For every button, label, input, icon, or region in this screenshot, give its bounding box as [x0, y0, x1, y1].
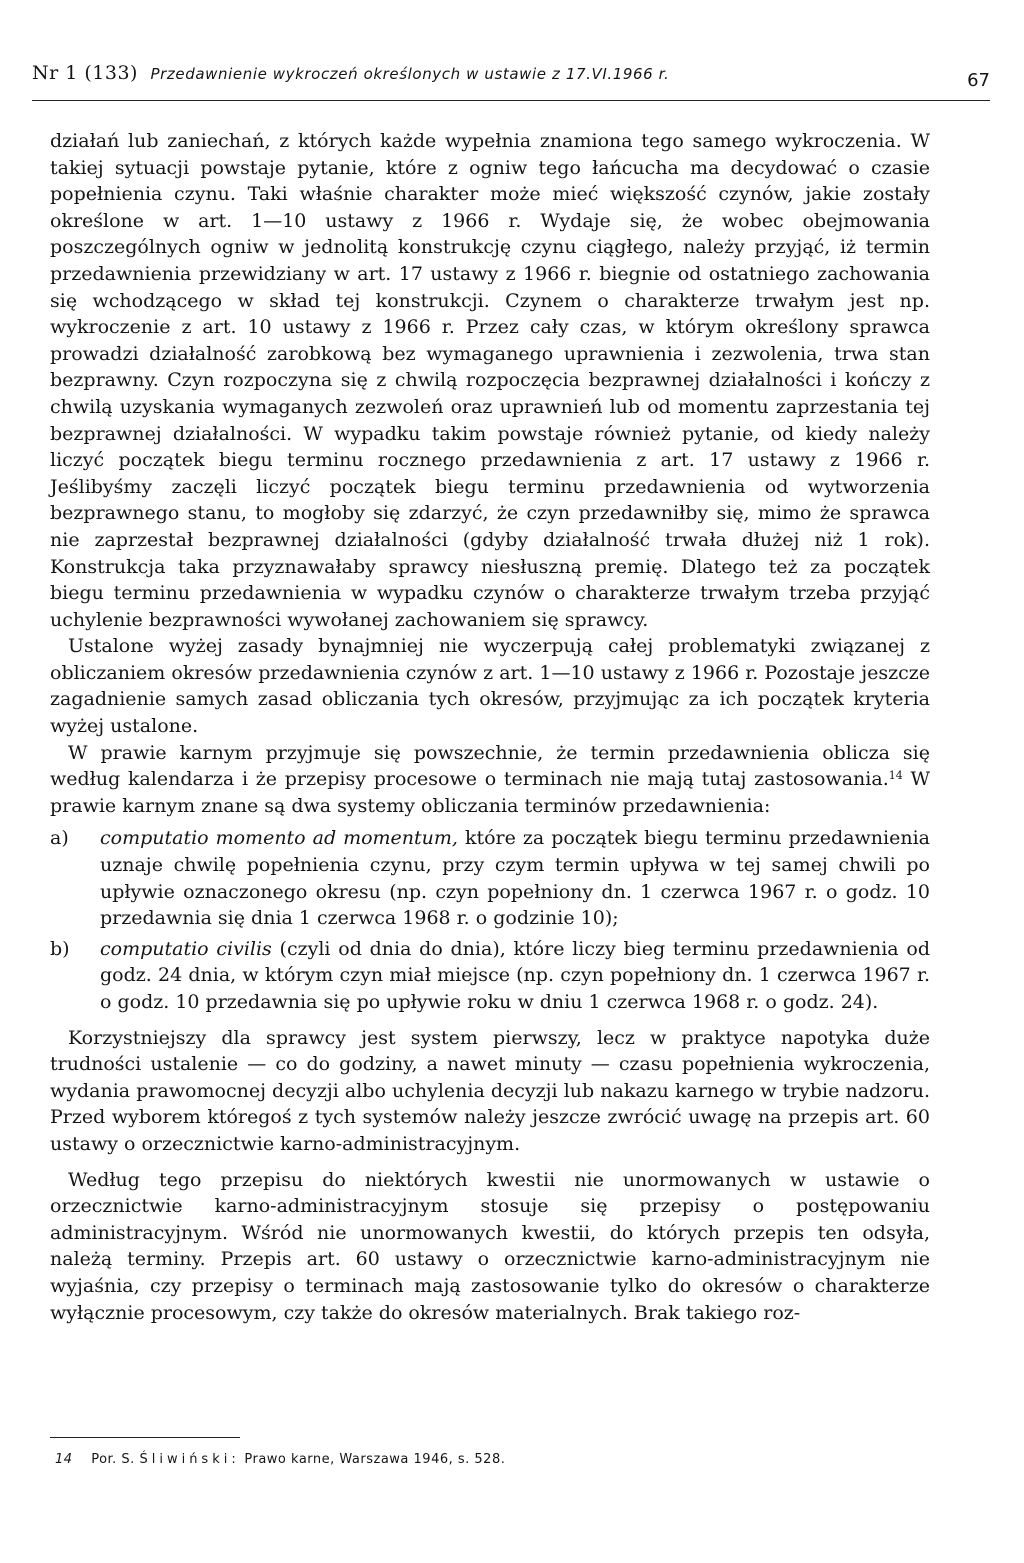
- list-term-b: computatio civilis: [100, 937, 272, 960]
- list-item-a: [50, 825, 930, 931]
- list-term-a: computatio momento ad momentum,: [100, 827, 458, 850]
- paragraph-3-text-a: W prawie karnym przyjmuje się powszechnie, że termin przedawnienia oblicza się według kalendarza i że przepisy procesowe o terminach nie mają tutaj zastosowania.: [50, 741, 930, 791]
- page-number: 67: [967, 70, 990, 91]
- paragraph-3: [50, 740, 930, 820]
- paragraph-2: Ustalone wyżej zasady bynajmniej nie wyczerpują całej problematyki związanej z obliczaniem okresów przedawnienia czynów z art. 1—10 ustawy z 1966 r. Pozostaje jeszcze zagadnienie samych zasad obliczania tych okresów, przyjmując za ich początek kryteria wyżej ustalone.: [50, 635, 930, 738]
- issue-number: Nr 1 (133): [32, 62, 138, 84]
- list-text-b: (czyli od dnia do dnia), które liczy bieg terminu przedawnienia od godz. 24 dnia, w którym czyn miał miejsce (np. czyn popełniony dn. 1 czerwca 1967 r. o godz. 10 przedawnia się po upływie roku w dniu 1 czerwca 1968 r. o godz. 24).: [100, 937, 930, 1013]
- header-rule: [32, 100, 990, 101]
- running-header: [32, 62, 990, 102]
- paragraph-4: Korzystniejszy dla sprawcy jest system pierwszy, lecz w praktyce napotyka duże trudności ustalenie — co do godziny, a nawet minuty — czasu popełnienia wykroczenia, wydania prawomocnej decyzji albo uchylenia decyzji lub nakazu karnego w trybie nadzoru. Przed wyborem któregoś z tych systemów należy jeszcze zwrócić uwagę na przepis art. 60 ustawy o orzecznictwie karno-administracyjnym.: [50, 1026, 930, 1155]
- paragraph-1: działań lub zaniechań, z których każde wypełnia znamiona tego samego wykroczenia. W takiej sytuacji powstaje pytanie, które z ogniw tego łańcucha ma decydować o czasie popełnienia czynu. Taki właśnie charakter może mieć większość czynów, jakie zostały określone w art. 1—10 ustawy z 1966 r. Wydaje się, że wobec obejmowania poszczególnych ogniw w jednolitą konstrukcję czynu ciągłego, należy przyjąć, iż termin przedawnienia przewidziany w art. 17 ustawy z 1966 r. biegnie od ostatniego zachowania się wchodzącego w skład tej konstrukcji. Czynem o charakterze trwałym jest np. wykroczenie z art. 10 ustawy z 1966 r. Przez cały czas, w którym określony sprawca prowadzi działalność zarobkową bez wymaganego uprawnienia i zezwolenia, trwa stan bezprawny. Czyn rozpoczyna się z chwilą rozpoczęcia bezprawnej działalności i kończy z chwilą uzyskania wymaganych zezwoleń oraz uprawnień lub od momentu zaprzestania tej bezprawnej działalności. W wypadku takim powstaje również pytanie, od kiedy należy liczyć początek biegu terminu rocznego przedawnienia z art. 17 ustawy z 1966 r. Jeślibyśmy zaczęli liczyć początek biegu terminu przedawnienia od wytworzenia bezprawnego stanu, to mogłoby się zdarzyć, że czyn przedawniłby się, mimo że sprawca nie zaprzestał bezprawnej działalności (gdyby działalność trwała dłużej niż 1 rok). Konstrukcja taka przyznawałaby sprawcy niesłuszną premię. Dlatego też za początek biegu terminu przedawnienia w wypadku czynów o charakterze trwałym trzeba przyjąć uchylenie bezprawności wywołanej zachowaniem się sprawcy.: [50, 130, 930, 631]
- running-title-line: [32, 62, 669, 84]
- footnote-author: Śliwiński:: [139, 1452, 240, 1467]
- list-marker-a: a): [50, 827, 69, 850]
- list-item-b: [50, 936, 930, 1016]
- footnote-number: 14: [55, 1452, 73, 1467]
- footnote-ref-14: 14: [888, 769, 903, 783]
- computation-systems-list: [50, 825, 930, 1015]
- footnote-rest: Prawo karne, Warszawa 1946, s. 528.: [244, 1452, 506, 1467]
- body-text: [50, 128, 930, 1326]
- paragraph-3-text-b: W prawie karnym znane są dwa systemy obliczania terminów przedawnienia:: [50, 768, 931, 817]
- footnote-rule: [50, 1437, 240, 1438]
- running-title: Przedawnienie wykroczeń określonych w ustawie z 17.VI.1966 r.: [150, 65, 670, 83]
- list-marker-b: b): [50, 937, 70, 960]
- list-text-a: które za początek biegu terminu przedawnienia uznaje chwilę popełnienia czynu, przy czym termin upływa w tej samej chwili po upływie oznaczonego okresu (np. czyn popełniony dn. 1 czerwca 1967 r. o godz. 10 przedawnia się dnia 1 czerwca 1968 r. o godzinie 10);: [100, 827, 930, 930]
- paragraph-5: Według tego przepisu do niektórych kwestii nie unormowanych w ustawie o orzecznictwie karno-administracyjnym stosuje się przepisy o postępowaniu administracyjnym. Wśród nie unormowanych kwestii, do których przepis ten odsyła, należą terminy. Przepis art. 60 ustawy o orzecznictwie karno-administracyjnym nie wyjaśnia, czy przepisy o terminach mają zastosowanie tylko do okresów o charakterze wyłącznie procesowym, czy także do okresów materialnych. Brak takiego roz-: [50, 1168, 930, 1324]
- footnote-14: [55, 1452, 505, 1467]
- footnote-prefix: Por. S.: [91, 1452, 135, 1467]
